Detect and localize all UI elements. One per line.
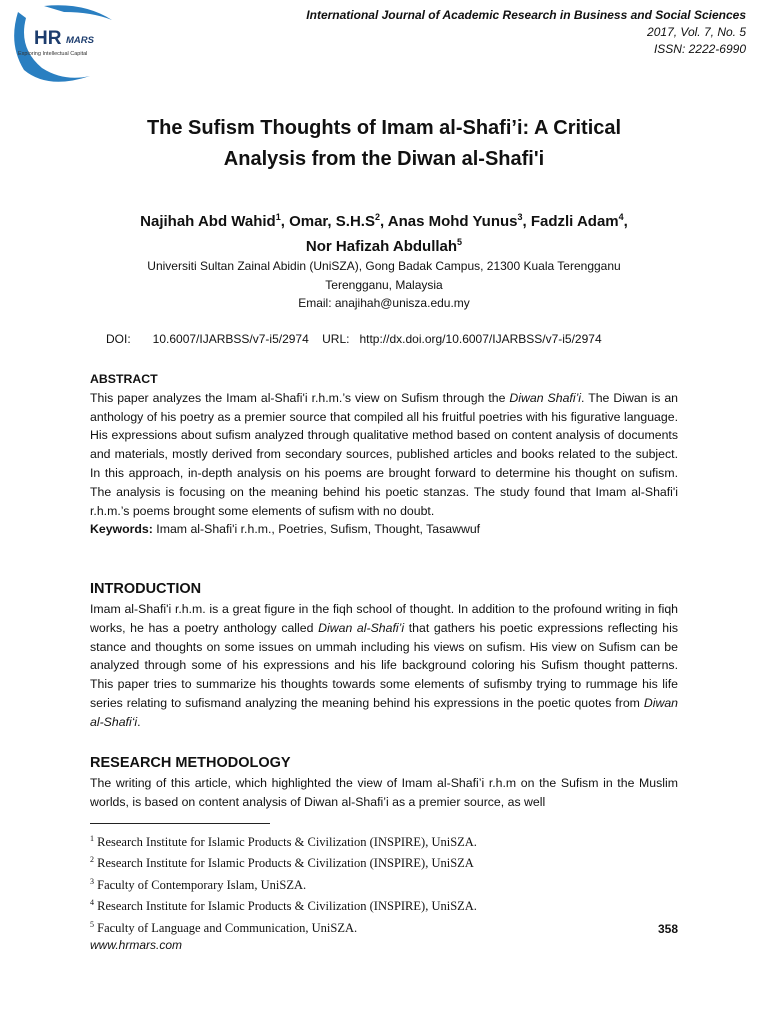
author-name: Najihah Abd Wahid	[140, 213, 276, 230]
abstract-heading: ABSTRACT	[90, 372, 158, 386]
footnote-text: Faculty of Contemporary Islam, UniSZA.	[94, 878, 307, 893]
title-line-2: Analysis from the Diwan al-Shafi'i	[223, 148, 545, 170]
footnote-text: Research Institute for Islamic Products & Civilization (INSPIRE), UniSZA.	[94, 835, 477, 850]
intro-text: that gathers his poetic expressions reflecting his stance and thoughts on some issues on ummah including his views on sufism. His view on Sufism can be analyzed through some of his expressions and his life background coloring his Sufism thought patterns. This paper tries to summarize his thoughts towards some elements of sufismby trying to rummage his life series relating to sufismand analyzing the meaning behind his expressions in the poetic quotes from	[90, 620, 678, 710]
author-sep: ,	[379, 213, 388, 230]
intro-text: .	[137, 714, 141, 729]
author-sup: 3	[517, 212, 523, 222]
logo-swoosh-icon	[4, 4, 122, 84]
footnote-num: 4	[90, 898, 94, 908]
paper-title	[0, 113, 768, 175]
abstract-text: . The Diwan is an anthology of his poetry as a premier source that compiled all his fruitful poetries with his figurative language. His expressions about sufism analyzed through qualitative method based on content analysis of documents and materials, mostly derived from secondary sources, published articles and books related to the subject. In this approach, in-depth analysis on his poems are brought forward to determine his thought on sufism. The analysis is focusing on the meaning behind his poetic stanzas. The study found that Imam al-Shafi'i r.h.m.’s poems brought some elements of sufism with no doubt.	[90, 390, 678, 518]
footnote-num: 3	[90, 876, 94, 886]
author-list	[0, 207, 768, 257]
abstract-body	[90, 389, 678, 521]
author-sup: 1	[275, 212, 281, 222]
author-name: Fadzli Adam	[530, 213, 619, 230]
journal-header	[306, 7, 746, 58]
introduction-body	[90, 600, 678, 732]
author-email: Email: anajihah@unisza.edu.my	[298, 296, 470, 310]
keywords	[90, 520, 678, 539]
intro-text: Imam al-Shafi'i r.h.m. is a great figure in the fiqh school of thought. In addition to the profound writing in fiqh works, he has a poetry anthology called	[90, 602, 678, 635]
journal-volume: 2017, Vol. 7, No. 5	[647, 25, 746, 39]
intro-italic: Diwan al-Shafi’i	[318, 620, 405, 635]
website-link[interactable]: www.hrmars.com	[90, 938, 183, 952]
logo-brand-hr: HR	[34, 28, 62, 49]
logo-tagline: Exploring Intellectual Capital	[18, 51, 88, 57]
intro-italic: Diwan al-Shafi‘i	[90, 695, 678, 729]
author-sep: ,	[280, 213, 290, 230]
logo-brand-mars: MARS	[66, 35, 94, 46]
author-sup: 4	[618, 212, 624, 222]
url-value[interactable]: http://dx.doi.org/10.6007/IJARBSS/v7-i5/2974	[359, 332, 602, 346]
author-name: Nor Hafizah Abdullah	[305, 238, 458, 255]
footnote-text: Research Institute for Islamic Products & Civilization (INSPIRE), UniSZA.	[94, 899, 477, 914]
footnote-item	[90, 851, 477, 872]
methodology-body: The writing of this article, which highlighted the view of Imam al-Shafi’i r.h.m on the Sufism in the Muslim worlds, is based on content analysis of Diwan al-Shafi’i as a premier source, as well	[90, 776, 678, 809]
footnote-item	[90, 916, 477, 937]
journal-name: International Journal of Academic Research in Business and Social Sciences	[306, 8, 746, 22]
hrmars-logo	[4, 4, 122, 84]
author-line-2	[0, 232, 768, 257]
footnote-divider	[90, 823, 270, 824]
keywords-label: Keywords:	[90, 522, 153, 537]
footnote-num: 2	[90, 855, 94, 865]
methodology-heading: RESEARCH METHODOLOGY	[90, 755, 291, 771]
introduction-section	[90, 578, 678, 732]
abstract-section	[90, 370, 678, 539]
methodology-section	[90, 752, 678, 812]
footnote-text: Faculty of Language and Communication, UniSZA.	[94, 920, 358, 935]
author-name: Omar, S.H.S	[289, 213, 375, 230]
abstract-text: This paper analyzes the Imam al-Shafi'i r.h.m.’s view on Sufism through the	[90, 390, 510, 405]
footnote-item	[90, 894, 477, 915]
abstract-italic: Diwan Shafi’i	[509, 390, 582, 405]
introduction-heading: INTRODUCTION	[90, 581, 202, 597]
doi-label: DOI:	[106, 332, 131, 346]
footnote-num: 1	[90, 834, 94, 843]
title-line-1: The Sufism Thoughts of Imam al-Shafi’i: A Critical	[146, 117, 622, 139]
doi-line	[106, 332, 612, 346]
author-line-1	[0, 207, 768, 232]
affiliation-line-1: Universiti Sultan Zainal Abidin (UniSZA), Gong Badak Campus, 21300 Kuala Terengganu	[147, 259, 621, 273]
author-sep: ,	[522, 213, 531, 230]
author-sup: 5	[457, 237, 463, 247]
footnote-item	[90, 830, 477, 851]
author-sup: 2	[374, 212, 380, 222]
author-sep: ,	[623, 213, 628, 230]
footnotes	[90, 830, 477, 937]
affiliation-line-2: Terengganu, Malaysia	[325, 277, 443, 292]
keywords-text: Imam al-Shafi'i r.h.m., Poetries, Sufism, Thought, Tasawwuf	[156, 522, 481, 537]
footnote-item	[90, 873, 477, 894]
journal-issn: ISSN: 2222-6990	[653, 42, 746, 56]
url-label: URL:	[322, 332, 350, 346]
footnote-text: Research Institute for Islamic Products & Civilization (INSPIRE), UniSZA	[94, 856, 474, 871]
affiliation	[0, 257, 768, 313]
footnote-num: 5	[90, 919, 94, 929]
author-name: Anas Mohd Yunus	[387, 213, 518, 230]
doi-value[interactable]: 10.6007/IJARBSS/v7-i5/2974	[152, 332, 309, 346]
page-number: 358	[657, 922, 678, 936]
